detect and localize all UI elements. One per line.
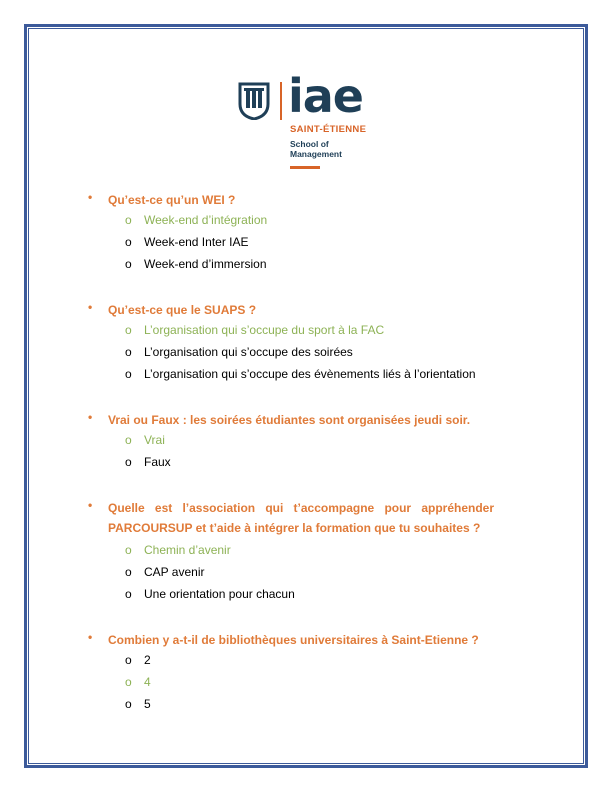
question-4-line-1: Quelle est l’association qui t’accompagne pour appréhender bbox=[108, 501, 494, 515]
question-1-option-2: Week-end Inter IAE bbox=[144, 235, 249, 249]
question-bullet: • bbox=[88, 498, 93, 512]
option-bullet: o bbox=[125, 675, 132, 689]
question-2-option-2: L’organisation qui s’occupe des soirées bbox=[144, 345, 353, 359]
option-bullet: o bbox=[125, 367, 132, 381]
question-4-option-3: Une orientation pour chacun bbox=[144, 587, 295, 601]
option-bullet: o bbox=[125, 213, 132, 227]
option-bullet: o bbox=[125, 587, 132, 601]
option-bullet: o bbox=[125, 257, 132, 271]
question-5-option-3: 5 bbox=[144, 697, 151, 711]
option-bullet: o bbox=[125, 543, 132, 557]
question-4-option-2: CAP avenir bbox=[144, 565, 205, 579]
question-1: Qu’est-ce qu’un WEI ? bbox=[108, 193, 236, 207]
question-5-option-1: 2 bbox=[144, 653, 151, 667]
question-1-option-1: Week-end d’intégration bbox=[144, 213, 268, 227]
question-2-option-3: L’organisation qui s’occupe des évènements liés à l’orientation bbox=[144, 367, 476, 381]
option-bullet: o bbox=[125, 697, 132, 711]
question-3-option-1: Vrai bbox=[144, 433, 165, 447]
logo-tagline-line1: School of bbox=[290, 139, 329, 149]
question-4 bbox=[108, 498, 494, 538]
option-bullet: o bbox=[125, 653, 132, 667]
question-2-option-1: L’organisation qui s’occupe du sport à la FAC bbox=[144, 323, 385, 337]
question-3: Vrai ou Faux : les soirées étudiantes sont organisées jeudi soir. bbox=[108, 413, 471, 427]
question-2: Qu’est-ce que le SUAPS ? bbox=[108, 303, 257, 317]
question-4-line-2: PARCOURSUP et t’aide à intégrer la formation que tu souhaites ? bbox=[108, 521, 481, 535]
question-bullet: • bbox=[88, 410, 93, 424]
question-5-option-2: 4 bbox=[144, 675, 151, 689]
option-bullet: o bbox=[125, 565, 132, 579]
question-1-option-3: Week-end d’immersion bbox=[144, 257, 267, 271]
question-3-option-2: Faux bbox=[144, 455, 171, 469]
logo-wordmark: iae bbox=[288, 69, 364, 123]
question-5: Combien y a-t-il de bibliothèques universitaires à Saint-Etienne ? bbox=[108, 633, 479, 647]
logo-city: SAINT-ÉTIENNE bbox=[290, 124, 367, 135]
question-bullet: • bbox=[88, 190, 93, 204]
question-bullet: • bbox=[88, 630, 93, 644]
option-bullet: o bbox=[125, 323, 132, 337]
option-bullet: o bbox=[125, 345, 132, 359]
question-4-option-1: Chemin d’avenir bbox=[144, 543, 231, 557]
option-bullet: o bbox=[125, 235, 132, 249]
logo-tagline-line2: Management bbox=[290, 149, 342, 159]
option-bullet: o bbox=[125, 433, 132, 447]
question-bullet: • bbox=[88, 300, 93, 314]
option-bullet: o bbox=[125, 455, 132, 469]
